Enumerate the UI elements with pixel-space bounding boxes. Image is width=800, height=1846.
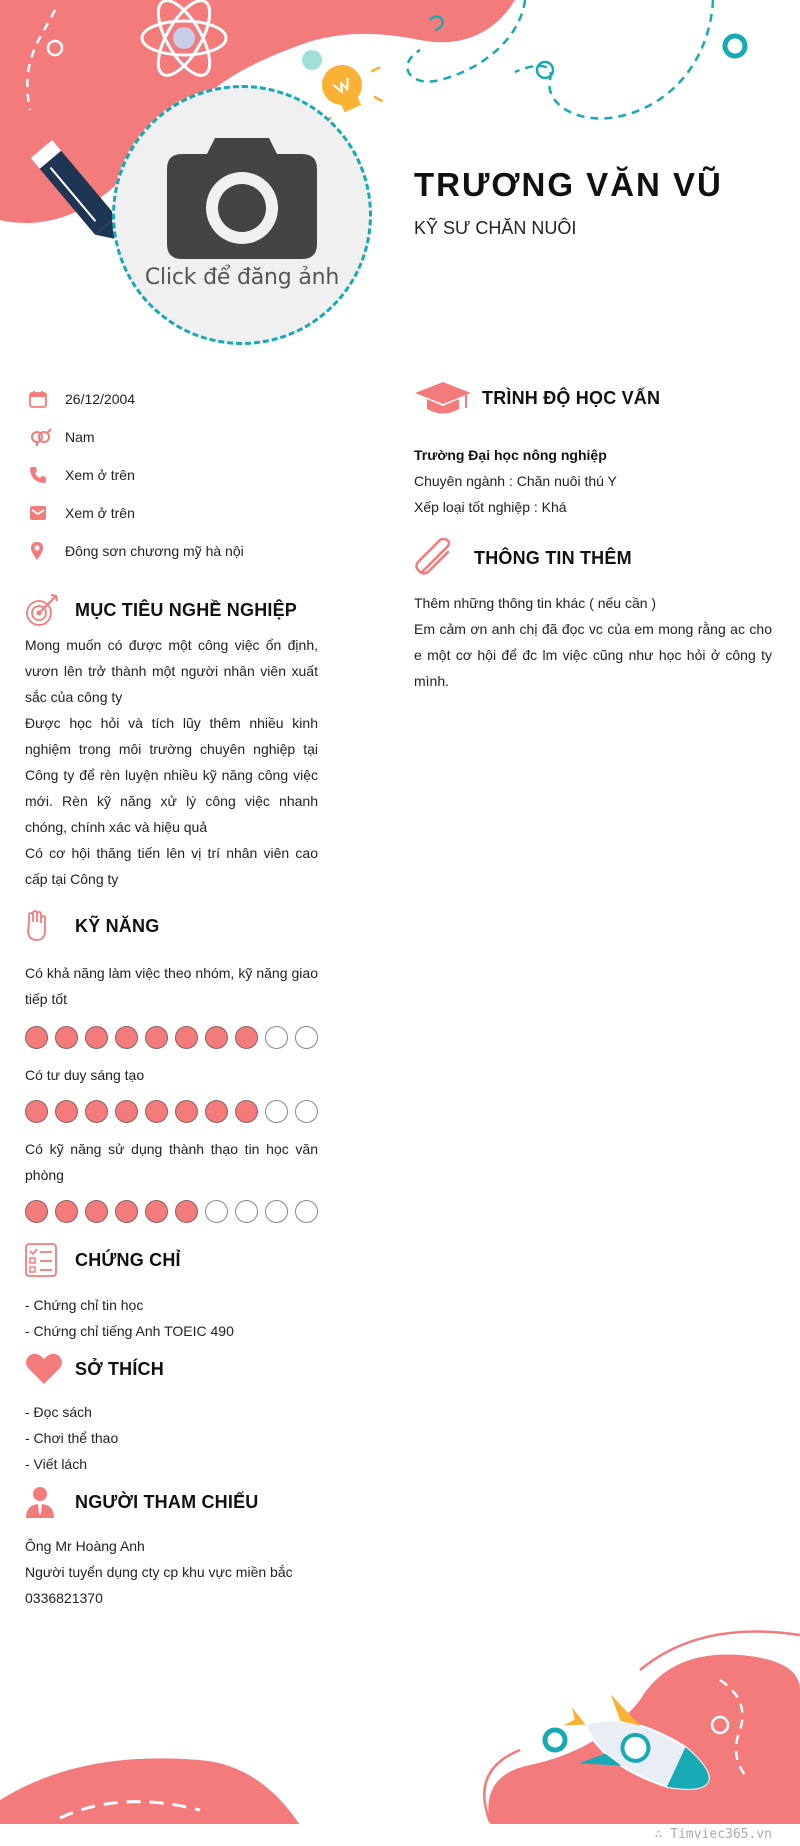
hobby-item: - Chơi thể thao <box>25 1430 119 1446</box>
rating-dot-filled <box>235 1100 258 1123</box>
skill-name: Có tư duy sáng tạo <box>25 1067 145 1083</box>
contact-info <box>25 380 325 570</box>
rating-dot-empty <box>235 1200 258 1223</box>
checklist-icon <box>25 1243 75 1277</box>
skill-name: Có khả năng làm việc theo nhóm, kỹ năng giao tiếp tốt <box>25 965 318 1007</box>
objective-paragraph: Mong muốn có được một công việc ổn định, vươn lên trở thành một người nhân viên xuất sắc của công ty <box>25 637 318 705</box>
education-details <box>414 442 774 520</box>
additional-line: Thêm những thông tin khác ( nếu cần ) <box>414 595 657 611</box>
objective-heading <box>25 593 297 627</box>
certificate-item: - Chứng chỉ tin học <box>25 1297 144 1313</box>
birthday-row <box>25 380 325 418</box>
avatar-caption: Click để đăng ảnh <box>144 265 340 290</box>
rating-dot-filled <box>205 1026 228 1049</box>
skills-title: KỸ NĂNG <box>75 915 160 936</box>
rating-dot-filled <box>145 1026 168 1049</box>
skill-name: Có kỹ năng sử dụng thành thạo tin học văn phòng <box>25 1141 318 1183</box>
references-title: NGƯỜI THAM CHIẾU <box>75 1491 259 1512</box>
graduation-cap-icon <box>414 380 482 416</box>
graduation-grade: Xếp loại tốt nghiệp : Khá <box>414 499 567 515</box>
objective-paragraph: Có cơ hội thăng tiến lên vị trí nhân viên cao cấp tại Công ty <box>25 845 318 887</box>
rating-dot-filled <box>145 1200 168 1223</box>
skill-rating <box>25 1100 318 1123</box>
certificates-list <box>25 1292 318 1344</box>
rating-dot-filled <box>55 1026 78 1049</box>
rating-dot-filled <box>25 1200 48 1223</box>
rating-dot-empty <box>265 1200 288 1223</box>
footer-decoration <box>0 1600 800 1846</box>
hobby-item: - Viết lách <box>25 1456 87 1472</box>
skill-rating <box>25 1200 318 1223</box>
person-icon <box>25 1486 75 1518</box>
rating-dot-filled <box>175 1100 198 1123</box>
rating-dot-filled <box>175 1026 198 1049</box>
references-heading <box>25 1486 258 1518</box>
reference-line: Người tuyển dụng cty cp khu vực miền bắc <box>25 1564 293 1580</box>
certificate-item: - Chứng chỉ tiếng Anh TOEIC 490 <box>25 1323 234 1339</box>
objective-title: MỤC TIÊU NGHỀ NGHIỆP <box>75 599 298 620</box>
hobbies-list <box>25 1399 318 1477</box>
watermark: ∴ Timviec365.vn <box>654 1827 772 1842</box>
avatar-upload[interactable] <box>112 85 372 345</box>
skill-rating <box>25 1026 318 1049</box>
hobbies-title: SỞ THÍCH <box>75 1358 164 1379</box>
phone-row <box>25 456 325 494</box>
gender-row <box>25 418 325 456</box>
address-value: Đông sơn chương mỹ hà nội <box>65 543 244 559</box>
calendar-icon <box>25 390 65 408</box>
rating-dot-filled <box>85 1026 108 1049</box>
additional-heading <box>414 538 632 578</box>
gender-icon <box>25 428 65 446</box>
certificates-heading <box>25 1243 181 1277</box>
rating-dot-filled <box>85 1200 108 1223</box>
rating-dot-empty <box>205 1200 228 1223</box>
rating-dot-filled <box>115 1100 138 1123</box>
hobby-item: - Đọc sách <box>25 1404 92 1420</box>
rating-dot-filled <box>55 1200 78 1223</box>
certificates-title: CHỨNG CHỈ <box>75 1249 181 1270</box>
additional-line: Em cảm ơn anh chị đã đọc vc của em mong rằng ac cho e một cơ hội để đc lm việc cũng như học hỏi ở công ty mình. <box>414 621 772 689</box>
rating-dot-empty <box>295 1100 318 1123</box>
major: Chuyên ngành : Chăn nuôi thú Y <box>414 473 617 489</box>
mail-icon <box>25 504 65 522</box>
rating-dot-empty <box>295 1026 318 1049</box>
education-title: TRÌNH ĐỘ HỌC VẤN <box>482 387 661 408</box>
raised-hand-icon <box>25 910 75 942</box>
school-name: Trường Đại học nông nghiệp <box>414 447 607 463</box>
reference-line: 0336821370 <box>25 1590 103 1606</box>
rating-dot-filled <box>25 1100 48 1123</box>
email-value: Xem ở trên <box>65 505 135 521</box>
reference-line: Ông Mr Hoàng Anh <box>25 1538 145 1554</box>
additional-title: THÔNG TIN THÊM <box>474 547 632 568</box>
rating-dot-empty <box>265 1100 288 1123</box>
rating-dot-filled <box>145 1100 168 1123</box>
email-row <box>25 494 325 532</box>
rating-dot-empty <box>295 1200 318 1223</box>
address-row <box>25 532 325 570</box>
camera-icon <box>167 126 317 261</box>
gender-value: Nam <box>65 429 95 445</box>
rating-dot-filled <box>205 1100 228 1123</box>
objective-text <box>25 632 318 892</box>
rating-dot-filled <box>115 1026 138 1049</box>
education-heading <box>414 380 660 416</box>
rating-dot-filled <box>85 1100 108 1123</box>
rating-dot-filled <box>235 1026 258 1049</box>
job-title: KỸ SƯ CHĂN NUÔI <box>414 218 577 238</box>
rating-dot-filled <box>55 1100 78 1123</box>
heart-icon <box>25 1352 75 1386</box>
rating-dot-filled <box>25 1026 48 1049</box>
hobbies-heading <box>25 1352 164 1386</box>
rating-dot-filled <box>115 1200 138 1223</box>
paperclip-icon <box>414 538 474 578</box>
rating-dot-empty <box>265 1026 288 1049</box>
candidate-name: TRƯƠNG VĂN VŨ <box>414 166 723 203</box>
location-pin-icon <box>25 541 65 561</box>
additional-text <box>414 590 772 694</box>
phone-value: Xem ở trên <box>65 467 135 483</box>
skills-heading <box>25 910 159 942</box>
objective-paragraph: Được học hỏi và tích lũy thêm nhiều kinh nghiệm trong môi trường chuyên nghiệp tại Công ty để rèn luyện nhiều kỹ năng công việc mới. Rèn kỹ năng xử lý công việc nhanh chóng, chính xác và hiệu quả <box>25 715 318 835</box>
birthday-value: 26/12/2004 <box>65 391 136 407</box>
target-icon <box>25 593 75 627</box>
phone-icon <box>25 466 65 484</box>
rating-dot-filled <box>175 1200 198 1223</box>
